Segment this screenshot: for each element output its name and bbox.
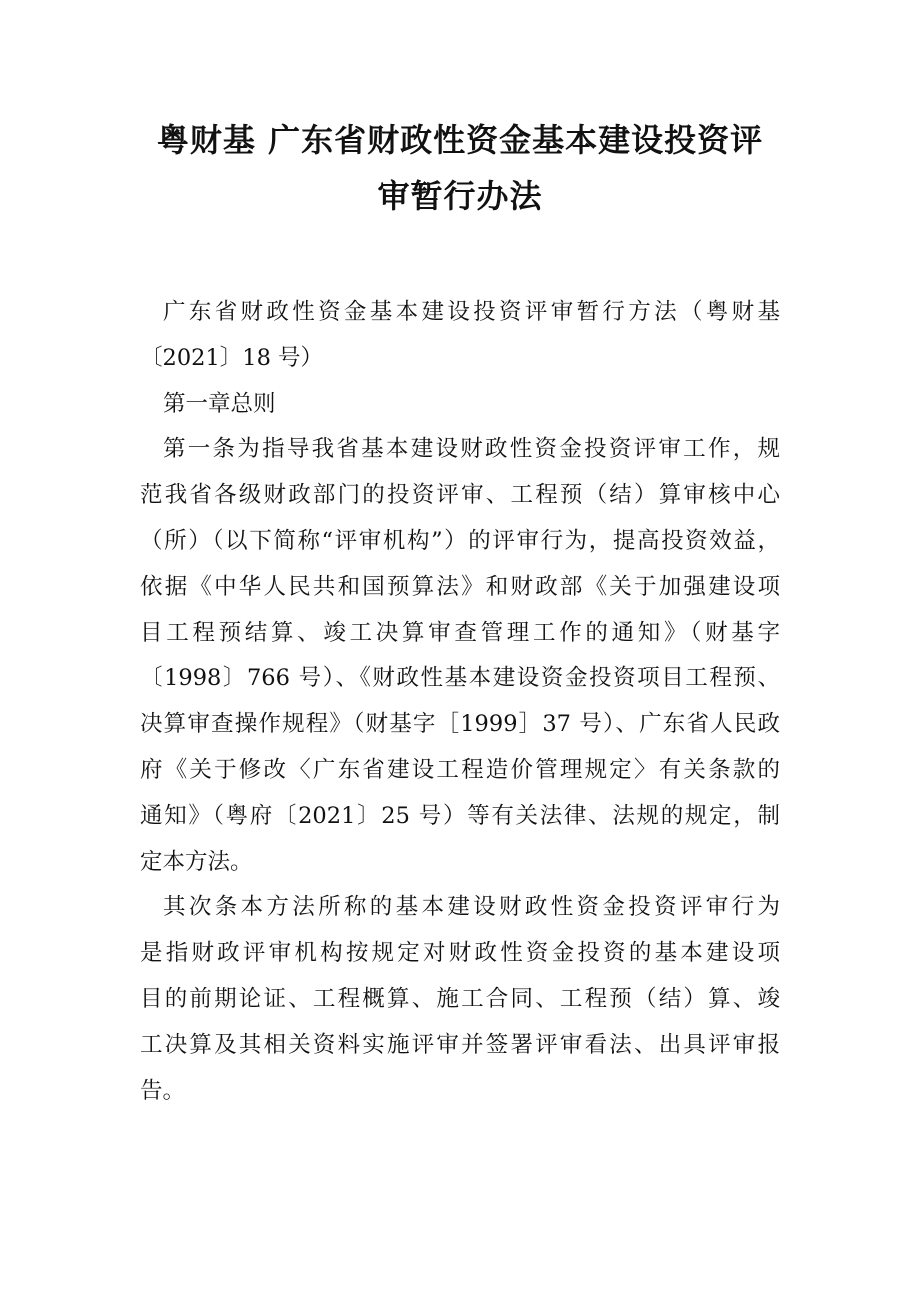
article-1-paragraph: [140, 427, 780, 885]
article-1-line: 府《关于修改〈广东省建设工程造价管理规定〉有关条款的: [140, 756, 780, 783]
document-body: [140, 290, 780, 1114]
article-2-paragraph: [140, 885, 780, 1114]
article-1-line: 依据《中华人民共和国预算法》和财政部《关于加强建设项: [140, 573, 780, 600]
intro-line-2: 〔2021〕18 号）: [140, 344, 324, 371]
chapter-title: 第一章总则: [163, 390, 276, 417]
article-1-line: 决算审查操作规程》（财基字［1999］37 号）、广东省人民政: [140, 711, 780, 738]
article-2-line: 目的前期论证、工程概算、施工合同、工程预（结）算、竣: [140, 985, 780, 1012]
article-1-line: 目工程预结算、竣工决算审查管理工作的通知》（财基字: [140, 619, 780, 646]
title-line-1: 粤财基 广东省财政性资金基本建设投资评: [156, 121, 764, 159]
article-1-line: 通知》（粤府〔2021〕25 号）等有关法律、法规的规定，制: [140, 802, 780, 829]
title-line-2: 审暂行办法: [377, 177, 543, 215]
article-1-line: （所）（以下简称“评审机构”）的评审行为，提高投资效益，: [140, 527, 780, 554]
intro-paragraph: [140, 290, 780, 382]
chapter-heading: [140, 382, 780, 428]
article-2-line: 是指财政评审机构按规定对财政性资金投资的基本建设项: [140, 940, 780, 967]
article-1-line: 〔1998〕766 号）、《财政性基本建设资金投资项目工程预、: [140, 665, 780, 692]
article-2-line: 其次条本方法所称的基本建设财政性资金投资评审行为: [163, 894, 780, 921]
article-2-line: 工决算及其相关资料实施评审并签署评审看法、出具评审报: [140, 1031, 780, 1058]
document-title: [140, 112, 780, 224]
article-1-line: 定本方法。: [140, 848, 253, 875]
article-1-line: 范我省各级财政部门的投资评审、工程预（结）算审核中心: [140, 482, 780, 509]
article-1-line: 第一条为指导我省基本建设财政性资金投资评审工作，规: [163, 436, 780, 463]
intro-line-1: 广东省财政性资金基本建设投资评审暂行方法（粤财基: [163, 299, 780, 325]
article-2-line: 告。: [140, 1077, 186, 1104]
